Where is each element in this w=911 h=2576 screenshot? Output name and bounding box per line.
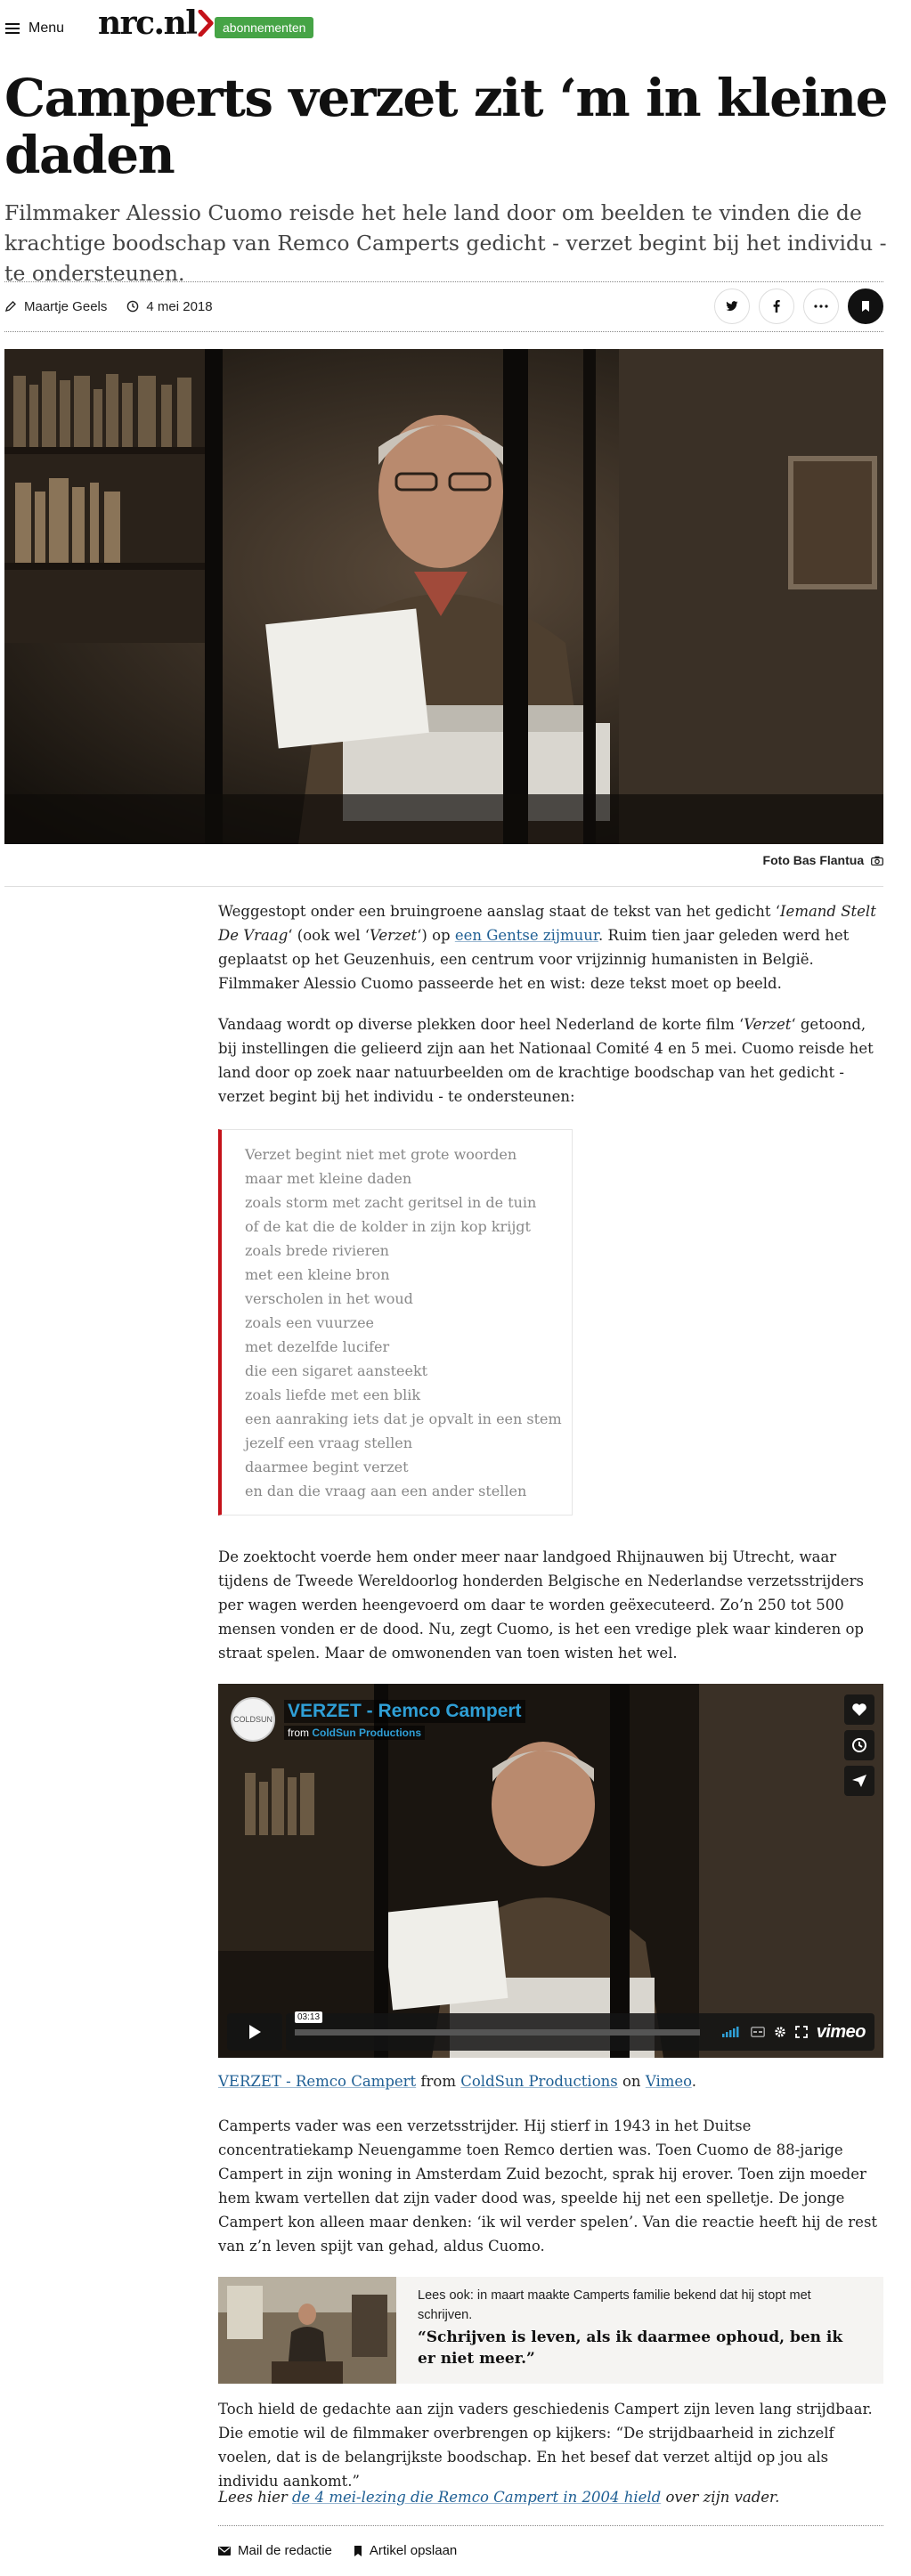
video-title[interactable]: VERZET - Remco Campert <box>284 1700 525 1723</box>
channel-avatar[interactable]: COLDSUN <box>231 1697 275 1742</box>
date-text: 4 mei 2018 <box>146 298 213 314</box>
bookmark-button[interactable] <box>848 288 883 324</box>
menu-button[interactable] <box>5 18 64 39</box>
related-quote: “Schrijven is leven, als ik daarmee ophoud, ben ik er niet meer.” <box>418 2328 843 2368</box>
related-photo-illustration <box>218 2277 396 2384</box>
byline <box>4 287 883 326</box>
poem-line: maar met kleine daden <box>245 1170 412 1187</box>
menu-label: Menu <box>28 20 65 36</box>
vimeo-logo[interactable]: vimeo <box>816 2021 866 2042</box>
paragraph-6: Lees hier de 4 mei-lezing die Remco Campert in 2004 hield over zijn vader. <box>218 2489 780 2506</box>
save-article-button[interactable] <box>354 2543 457 2558</box>
watch-later-button[interactable] <box>844 1730 874 1760</box>
paper-plane-icon <box>851 1774 867 1788</box>
vimeo-link[interactable]: Vimeo <box>645 2073 692 2090</box>
more-button[interactable] <box>803 288 839 324</box>
mail-label: Mail de redactie <box>238 2543 332 2558</box>
poem-line: zoals liefde met een blik <box>245 1386 421 1403</box>
play-button[interactable] <box>227 2013 282 2051</box>
poem-line: verscholen in het woud <box>245 1290 413 1307</box>
bookmark-icon <box>861 300 870 313</box>
video-control-icons <box>722 2013 866 2051</box>
hamburger-icon <box>5 23 20 34</box>
clock-icon <box>126 300 139 313</box>
logo-text: nrc.nl <box>98 4 197 42</box>
like-button[interactable] <box>844 1694 874 1725</box>
poem-line: zoals brede rivieren <box>245 1242 389 1259</box>
paragraph-1: Weggestopt onder een bruingroene aanslag staat de tekst van het gedicht ‘Iemand Stelt De Vraag‘ (ook wel ‘Verzet‘) op een Gentse zijmuur. Ruim tien jaar geleden werd het geplaatst op het Geuzenhuis, een centrum voor vrijzinnig humanisten in België. Filmmaker Alessio Cuomo passeerde het en wist: deze tekst moet op beeld. <box>218 903 876 992</box>
facebook-icon <box>773 300 780 313</box>
video-bar <box>286 2013 874 2051</box>
paragraph-4: Camperts vader was een verzetsstrijder. Hij stierf in 1943 in het Duitse concentratiekamp Neuengamme toen Remco dertien was. Toen Cuomo de 88-jarige Campert in zijn woning in Amsterdam Zuid bezocht, sprak hij erover. Toen zijn moeder hem kwam vertellen dat zijn vader dood was, speelde hij net een spelletje. De jonge Campert kon alleen maar denken: ‘ik wil verder spelen’. Van die reactie heeft hij de rest van z’n leven spijt van gehad, aldus Cuomo. <box>218 2117 878 2255</box>
poem-line: of de kat die de kolder in zijn kop krijgt <box>245 1218 531 1235</box>
poem-line: een aanraking iets dat je opvalt in een stem <box>245 1410 562 1427</box>
share-video-button[interactable] <box>844 1766 874 1796</box>
site-logo[interactable] <box>98 5 214 41</box>
lezing-link[interactable]: de 4 mei-lezing die Remco Campert in 2004 hield <box>292 2489 662 2506</box>
paragraph-2: Vandaag wordt op diverse plekken door heel Nederland de korte film ‘Verzet‘ getoond, bij instellingen die gelieerd zijn aan het Nationaal Comité 4 en 5 mei. Cuomo reisde het land door op zoek naar natuurbeelden om de krachtige boodschap van het gedicht - verzet begint bij het individu - te ondersteunen: <box>218 1016 874 1105</box>
heart-icon <box>851 1702 867 1717</box>
video-time: 03:13 <box>295 2011 322 2023</box>
video-player[interactable] <box>218 1684 883 2058</box>
poem-line: zoals storm met zacht geritsel in de tuin <box>245 1194 537 1211</box>
poem-line: die een sigaret aansteekt <box>245 1362 428 1379</box>
paragraph-3: De zoektocht voerde hem onder meer naar landgoed Rhijnauwen bij Utrecht, waar tijdens de Tweede Wereldoorlog honderden Belgische en Nederlandse verzetsstrijders per wagen werden heengevoerd om daar te worden geëxecuteerd. Zo’n 250 tot 500 mensen vonden er de dood. Nu, zegt Cuomo, is het een vredige plek waar kinderen op straat spelen. Maar de omwonenden van toen wisten het wel. <box>218 1548 864 1662</box>
poem-quote <box>218 1129 573 1516</box>
hero-photo <box>4 349 883 844</box>
poem-line: jezelf een vraag stellen <box>245 1434 412 1451</box>
camera-icon <box>871 856 883 865</box>
video-progress-track[interactable] <box>295 2012 700 2036</box>
volume-icon[interactable] <box>722 2027 742 2037</box>
fullscreen-icon[interactable] <box>795 2026 808 2038</box>
twitter-icon <box>726 301 738 312</box>
share-bar <box>714 287 883 326</box>
divider <box>218 2525 883 2526</box>
paragraph-5: Toch hield de gedachte aan zijn vaders geschiedenis Campert zijn leven lang strijdbaar. Die emotie wil de filmmaker overbrengen op kijkers: “De strijdbaarheid in zichzelf voelen, dat is de belangrijkste boodschap. En het besef dat verzet altijd op jou als individu aankomt.” <box>218 2401 873 2490</box>
poem-line: met een kleine bron <box>245 1266 390 1283</box>
channel-link[interactable]: ColdSun Productions <box>460 2073 618 2090</box>
video-credit: VERZET - Remco Campert from ColdSun Productions on Vimeo. <box>218 2073 697 2090</box>
divider <box>4 281 883 282</box>
video-controls <box>227 2013 874 2051</box>
logo-chevron-icon <box>198 10 214 37</box>
video-from: from ColdSun Productions <box>284 1726 425 1740</box>
bookmark-icon <box>354 2545 362 2557</box>
video-title-overlay <box>231 1694 525 1744</box>
settings-gear-icon[interactable] <box>774 2026 786 2038</box>
photo-credit: Foto Bas Flantua <box>4 853 883 867</box>
related-kicker: Lees ook: in maart maakte Camperts familie bekend dat hij stopt met schrijven. <box>418 2288 811 2322</box>
mail-editor-button[interactable] <box>218 2543 332 2558</box>
poem-line: en dan die vraag aan een ander stellen <box>245 1483 527 1499</box>
more-icon <box>814 305 828 308</box>
gentse-zijmuur-link[interactable]: een Gentse zijmuur <box>454 927 598 944</box>
divider <box>4 331 883 332</box>
related-article[interactable] <box>218 2277 883 2384</box>
save-label: Artikel opslaan <box>369 2543 458 2558</box>
article-lead: Filmmaker Alessio Cuomo reisde het hele land door om beelden te vinden die de krachtige boodschap van Remco Camperts gedicht - verzet begint bij het individu - te ondersteunen. <box>4 200 887 286</box>
twitter-share-button[interactable] <box>714 288 750 324</box>
pencil-icon <box>4 300 17 313</box>
play-icon <box>248 2024 262 2040</box>
related-article-image <box>218 2277 396 2384</box>
clock-icon <box>851 1737 867 1753</box>
video-channel[interactable]: ColdSun Productions <box>312 1726 422 1739</box>
top-bar <box>0 0 911 57</box>
publish-date <box>126 299 212 314</box>
author-name: Maartje Geels <box>24 298 108 314</box>
mail-icon <box>218 2547 231 2556</box>
video-title-link[interactable]: VERZET - Remco Campert <box>218 2073 417 2090</box>
article-title: Camperts verzet zit ‘m in kleine daden <box>4 68 888 185</box>
subscriptions-button[interactable]: abonnementen <box>215 17 313 38</box>
divider <box>4 886 883 887</box>
hero-photo-illustration <box>4 349 883 844</box>
captions-icon[interactable] <box>751 2027 765 2037</box>
poem-line: zoals een vuurzee <box>245 1314 375 1331</box>
article-footer-actions <box>218 2543 457 2558</box>
facebook-share-button[interactable] <box>759 288 794 324</box>
poem-line: met dezelfde lucifer <box>245 1338 390 1355</box>
author[interactable] <box>4 299 107 314</box>
poem-line: daarmee begint verzet <box>245 1459 409 1475</box>
video-side-actions <box>844 1694 874 1796</box>
related-article-text <box>396 2277 883 2384</box>
poem-line: Verzet begint niet met grote woorden <box>245 1146 517 1163</box>
